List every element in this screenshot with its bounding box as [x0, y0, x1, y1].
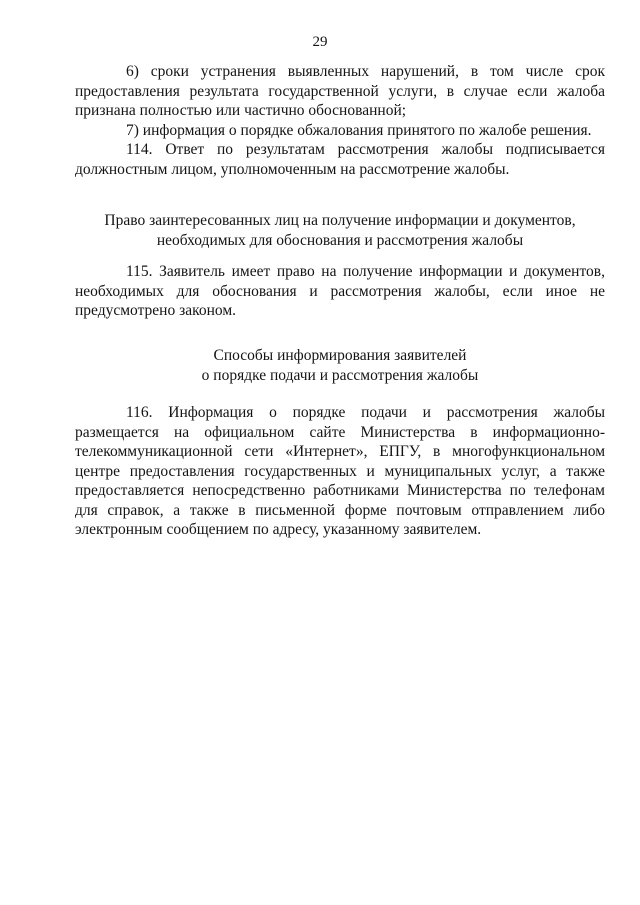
item-7-text: 7) информация о порядке обжалования принятого по жалобе решения.	[126, 121, 592, 139]
section-heading-rights	[75, 211, 605, 251]
paragraph-116: 116. Информация о порядке подачи и рассмотрения жалобы размещается на официальном сайте Министерства в информационно-телекоммуникационной сети «Интернет», ЕПГУ, в многофункциональном центре предоставления государственных и муниципальных услуг, а также предоставляется непосредственно работниками Министерства по телефонам для справок, а также в письменной форме почтовым отправлением либо электронным сообщением по адресу, указанному заявителем.	[75, 404, 605, 538]
heading-rights-line-2: необходимых для обоснования и рассмотрения жалобы	[156, 232, 524, 249]
heading-informing-line-1: Способы информирования заявителей	[213, 347, 467, 364]
paragraph-115: 115. Заявитель имеет право на получение информации и документов, необходимых для обоснования и рассмотрения жалобы, если иное не предусмотрено законом.	[75, 263, 605, 319]
paragraph-116-block	[75, 403, 605, 540]
item-6-text: 6) сроки устранения выявленных нарушений, в том числе срок предоставления результата государственной услуги, в случае если жалоба признана полностью или частично обоснованной;	[75, 63, 605, 119]
complaint-result-block	[75, 62, 605, 179]
page-number: 29	[312, 34, 328, 50]
paragraph-115-block	[75, 262, 605, 321]
heading-rights-line-1: Право заинтересованных лиц на получение информации и документов,	[104, 212, 576, 229]
paragraph-114: 114. Ответ по результатам рассмотрения жалобы подписывается должностным лицом, уполномоченным на рассмотрение жалобы.	[75, 141, 605, 178]
section-heading-informing	[75, 346, 605, 386]
heading-informing-line-2: о порядке подачи и рассмотрения жалобы	[201, 367, 479, 384]
